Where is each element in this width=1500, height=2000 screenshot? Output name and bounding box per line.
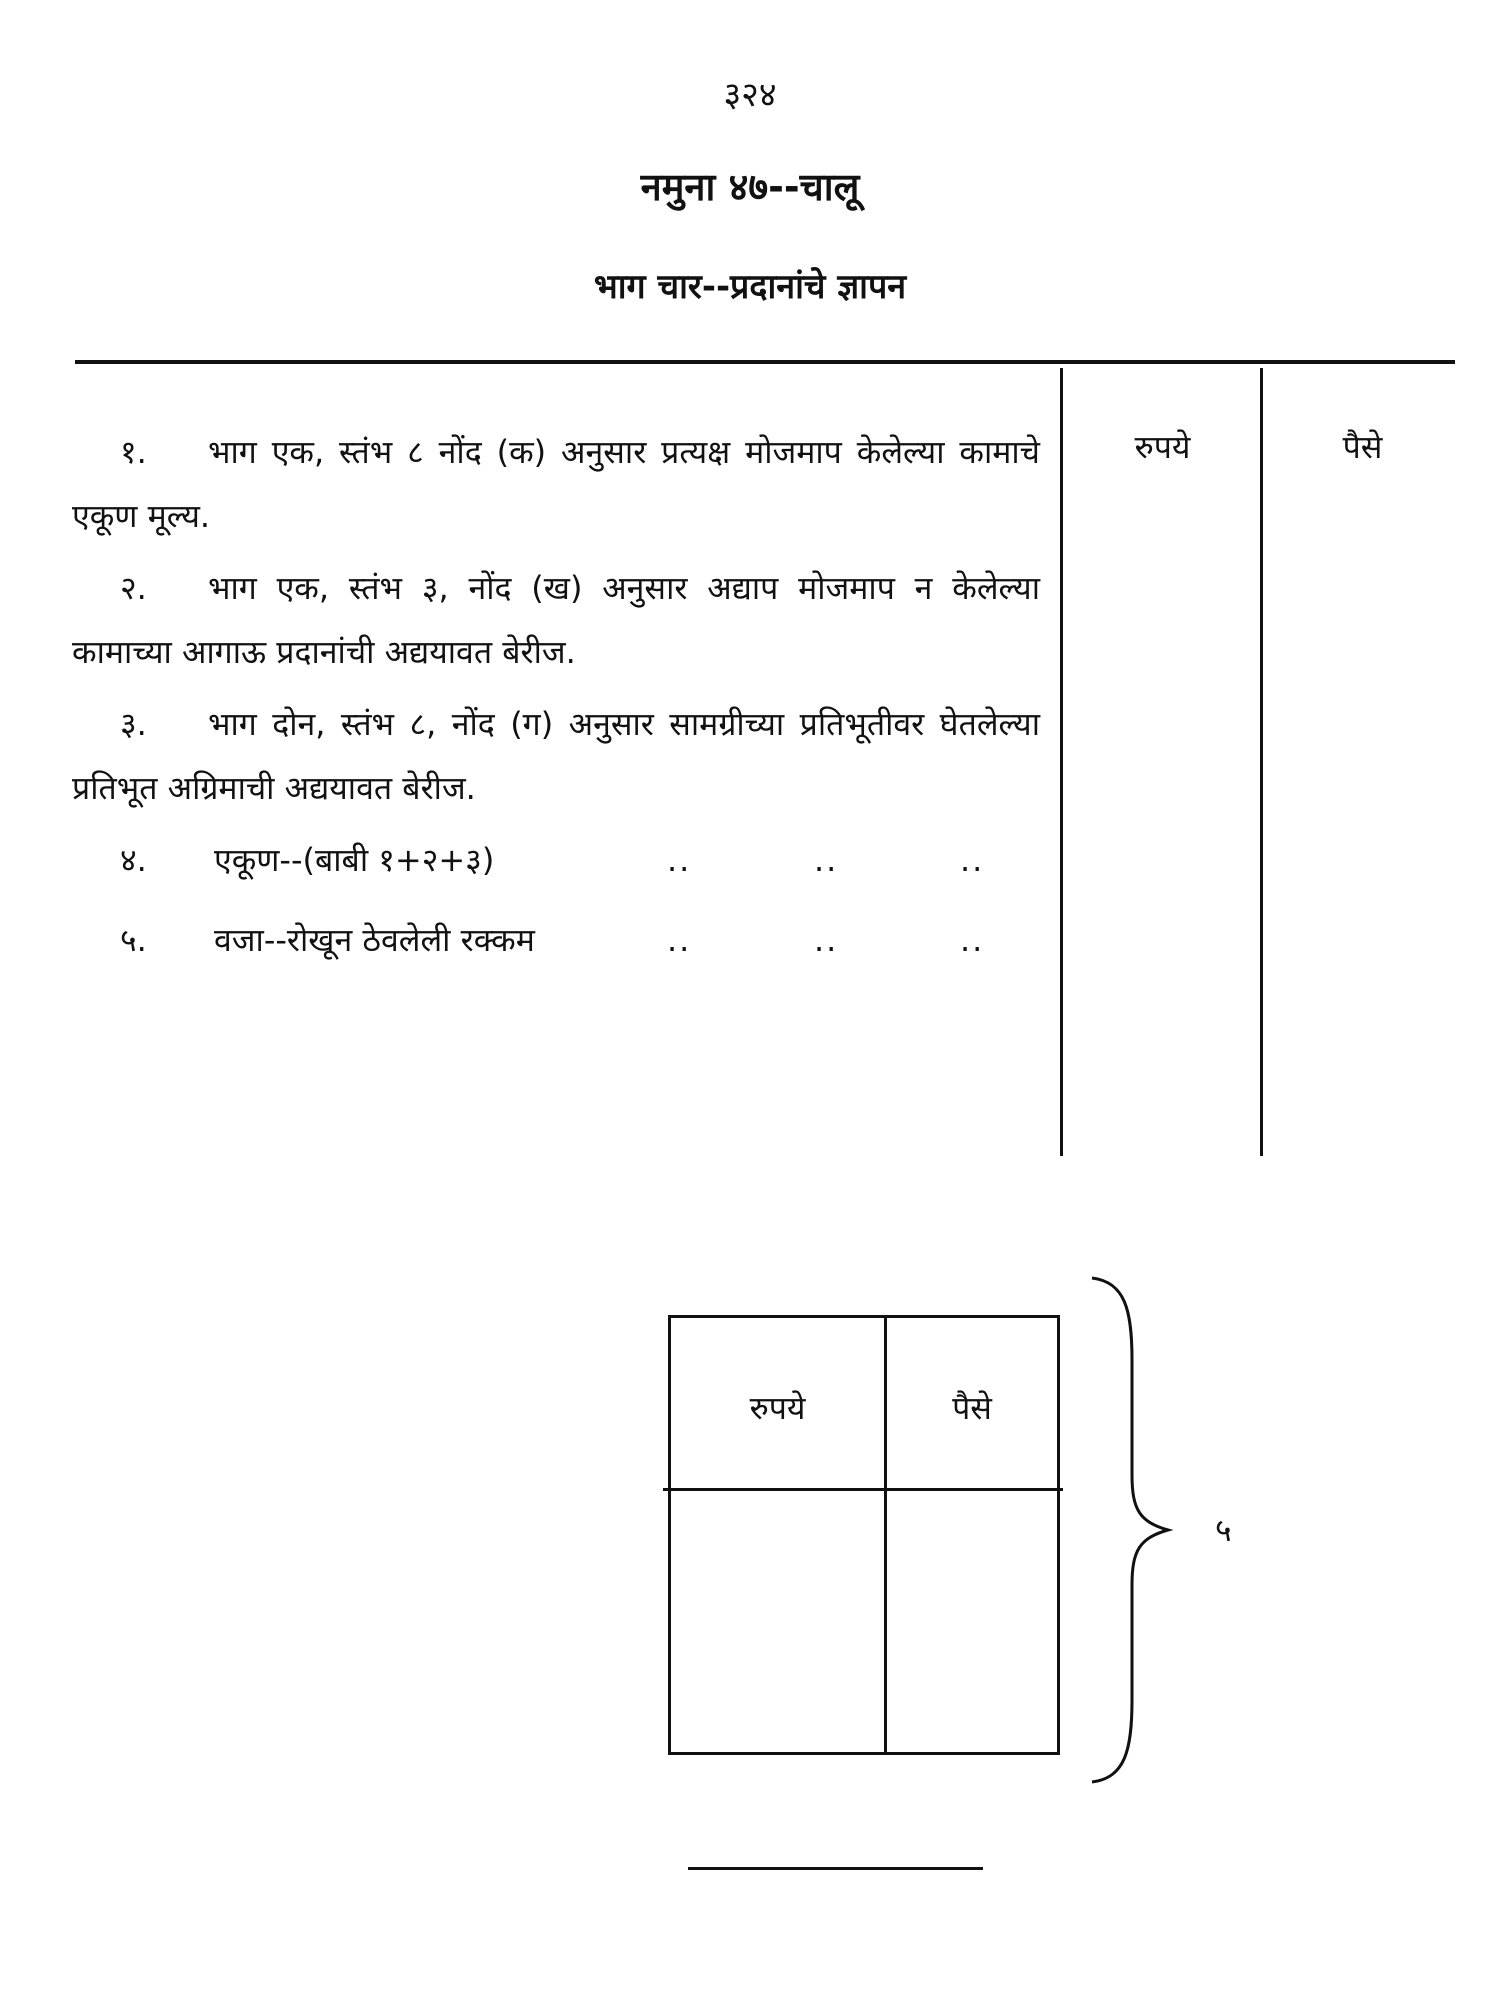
amount-box-row-divider (663, 1488, 1063, 1491)
bottom-rule (688, 1867, 983, 1870)
item-1 (72, 420, 1040, 548)
column-header-rupees: रुपये (1134, 428, 1191, 466)
memorandum-items (72, 420, 1040, 972)
section-title: भाग चार--प्रदानांचे ज्ञापन (593, 267, 907, 307)
item-text: वजा--रोखून ठेवलेली रक्कम (214, 921, 535, 959)
column-divider-right (1260, 368, 1263, 1156)
item-text: एकूण--(बाबी १+२+३) (214, 841, 495, 879)
item-text: भाग एक, स्तंभ ३, नोंद (ख) अनुसार अद्याप मोजमाप न केलेल्या कामाच्या आगाऊ प्रदानांची अद्ययावत बेरीज. (72, 569, 1040, 671)
form-title: नमुना ४७--चालू (640, 165, 860, 209)
amount-box (668, 1315, 1060, 1755)
item-3 (72, 692, 1040, 820)
item-5 (72, 908, 1040, 972)
dot-leader: .. (960, 921, 985, 959)
amount-box-header-paise: पैसे (952, 1389, 992, 1427)
item-text: भाग एक, स्तंभ ८ नोंद (क) अनुसार प्रत्यक्ष मोजमाप केलेल्या कामाचे एकूण मूल्य. (72, 433, 1040, 535)
item-2 (72, 556, 1040, 684)
amount-box-header-rupees: रुपये (749, 1389, 806, 1427)
item-number: १. (120, 433, 147, 471)
curly-brace-icon (1080, 1270, 1180, 1790)
dot-leader: .. (667, 921, 692, 959)
amount-box-column-divider (884, 1318, 887, 1752)
column-divider-left (1060, 368, 1063, 1156)
item-text: भाग दोन, स्तंभ ८, नोंद (ग) अनुसार सामग्रीच्या प्रतिभूतीवर घेतलेल्या प्रतिभूत अग्रिमाची अद्ययावत बेरीज. (72, 705, 1040, 807)
dot-leader: .. (960, 841, 985, 879)
item-4 (72, 828, 1040, 892)
column-header-paise: पैसे (1342, 428, 1383, 466)
item-number: ४. (120, 841, 147, 879)
brace-label: ५ (1215, 1511, 1232, 1549)
dot-leader: .. (814, 921, 839, 959)
page-number: ३२४ (723, 75, 777, 115)
item-number: २. (120, 569, 147, 607)
dot-leader: .. (814, 841, 839, 879)
item-number: ३. (120, 705, 147, 743)
top-rule (75, 360, 1455, 364)
item-number: ५. (120, 921, 147, 959)
dot-leader: .. (667, 841, 692, 879)
